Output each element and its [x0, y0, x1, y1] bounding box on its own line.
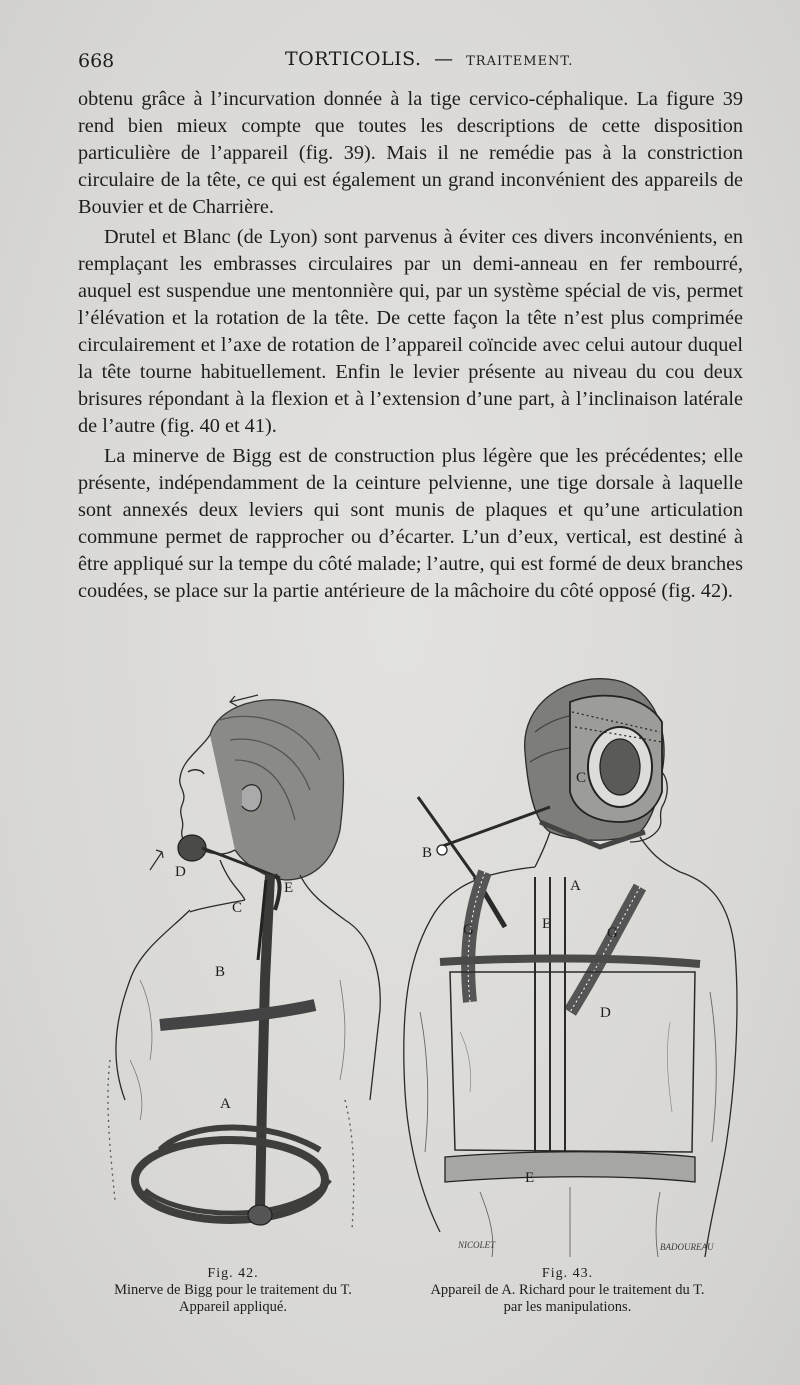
figure-42-caption-line-2: Appareil appliqué.	[179, 1299, 287, 1315]
figure-42-caption-line-1: Minerve de Bigg pour le traitement du T.	[114, 1282, 352, 1298]
figure-43-letter-b: B	[422, 845, 433, 861]
running-subtitle: TRAITEMENT.	[466, 54, 574, 69]
figure-43-caption-line-2: par les manipulations.	[503, 1299, 632, 1315]
paragraph-3: La minerve de Bigg est de construction plus légère que les précédentes; elle présente, indépendamment de la ceinture pelvienne, une tige dorsale à laquelle sont annexés deux leviers qui sont munis de plaques et qu’une articulation commune permet de rapprocher ou d’écarter. L’un d’eux, vertical, est destiné à être appliqué sur la tempe du côté malade; l’autre, qui est formé de deux branches coudées, se place sur la partie antérieure de la mâchoire du côté opposé (fig. 42).	[78, 445, 743, 602]
figure-43-letter-e-top: E	[542, 916, 552, 932]
figure-42-letter-c: C	[232, 900, 243, 916]
figure-42-illustration	[70, 680, 390, 1265]
running-dash: —	[434, 48, 454, 70]
page-header	[78, 46, 743, 80]
figure-43-letter-c: C	[576, 770, 587, 786]
running-head	[285, 48, 573, 70]
engraver-signature-right: BADOUREAU	[660, 1242, 714, 1252]
figure-43-letter-a: A	[570, 878, 581, 894]
figure-43-letter-g-left: G	[463, 922, 474, 938]
figure-43-letter-e-bottom: E	[525, 1170, 535, 1186]
paragraph-2: Drutel et Blanc (de Lyon) sont parvenus à éviter ces divers inconvénients, en remplaçant les embrasses circulaires par un demi-anneau en fer rembourré, auquel est suspendue une mentonnière qui, par un système spécial de vis, permet l’élévation et la rotation de la tête. De cette façon la tête n’est plus comprimée circulairement et l’axe de rotation de l’appareil coïncide avec celui autour duquel la tête tourne habituellement. Enfin le levier présente au niveau du cou deux brisures répondant à la flexion et à l’extension d’une part, à l’inclinaison latérale de l’autre (fig. 40 et 41).	[78, 226, 743, 437]
figure-42-label: Fig. 42.	[207, 1266, 259, 1281]
figure-42-letter-d: D	[175, 864, 186, 880]
figure-42-letter-e: E	[284, 880, 294, 896]
body-text	[78, 86, 743, 608]
figure-42-caption	[78, 1266, 388, 1316]
page-number: 668	[78, 50, 115, 72]
running-title: TORTICOLIS.	[285, 48, 422, 70]
figure-42-letter-a: A	[220, 1096, 231, 1112]
figure-43-label: Fig. 43.	[541, 1266, 594, 1281]
figure-43-illustration	[400, 672, 745, 1260]
engraver-signature-left: NICOLET	[458, 1240, 496, 1250]
paragraph-1: obtenu grâce à l’incurvation donnée à la tige cervico-céphalique. La figure 39 rend bien mieux compte que toutes les descriptions de cette disposition particulière de l’appareil (fig. 39). Mais il ne remédie pas à la constriction circulaire de la tête, ce qui est également un grand inconvénient des appareils de Bouvier et de Charrière.	[78, 88, 743, 218]
figure-43-letter-d: D	[600, 1005, 611, 1021]
figure-42-letter-b: B	[215, 964, 226, 980]
figure-43-letter-g-right: G	[607, 925, 618, 941]
figure-43-caption-line-1: Appareil de A. Richard pour le traitement du T.	[430, 1282, 705, 1298]
figure-43-caption	[400, 1266, 735, 1316]
